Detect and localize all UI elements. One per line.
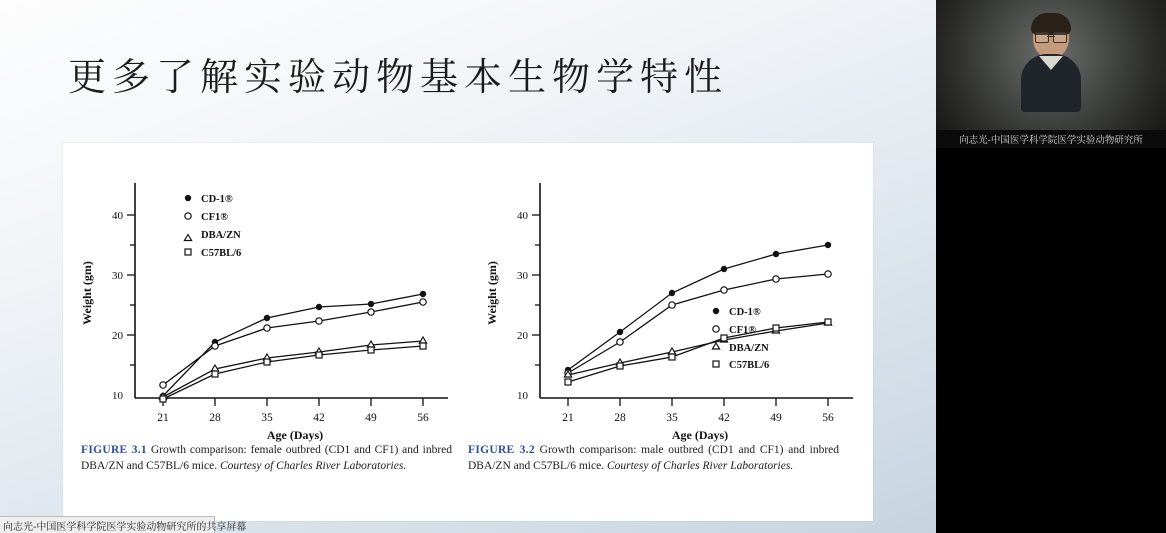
caption-text-3-2: Growth comparison: male outbred (CD1 and CF1) and inbred DBA/ZN and C57BL/6 mice. — [468, 444, 840, 472]
svg-text:30: 30 — [112, 270, 123, 282]
caption-credit-3-1: Courtesy of Charles River Laboratories. — [219, 459, 407, 472]
svg-text:C57BL/6: C57BL/6 — [201, 248, 242, 259]
svg-text:28: 28 — [614, 412, 626, 424]
svg-text:30: 30 — [517, 270, 528, 282]
caption-text-3-1: Growth comparison: female outbred (CD1 and CF1) and inbred DBA/ZN and C57BL/6 mice. — [81, 444, 453, 472]
svg-text:56: 56 — [822, 412, 834, 424]
glasses-lens-left — [1035, 32, 1049, 43]
svg-text:10: 10 — [112, 390, 123, 402]
svg-text:DBA/ZN: DBA/ZN — [729, 343, 769, 354]
participant-name-label: 向志光-中国医学科学院医学实验动物研究所 — [936, 130, 1166, 148]
svg-text:21: 21 — [157, 412, 169, 424]
person-figure — [1019, 16, 1083, 112]
svg-text:Age (Days): Age (Days) — [266, 428, 324, 442]
svg-text:28: 28 — [209, 412, 221, 424]
svg-text:42: 42 — [313, 412, 325, 424]
svg-text:CF1®: CF1® — [201, 212, 229, 223]
svg-text:35: 35 — [261, 412, 273, 424]
chart-figure-3-1 — [63, 143, 468, 443]
screen-share-status-bar — [0, 516, 247, 533]
svg-text:10: 10 — [517, 390, 528, 402]
video-panel-empty-area — [936, 148, 1166, 533]
svg-text:40: 40 — [517, 210, 528, 222]
svg-text:40: 40 — [112, 210, 123, 222]
svg-text:21: 21 — [562, 412, 574, 424]
caption-figure-3-2 — [468, 443, 855, 475]
svg-text:20: 20 — [112, 330, 123, 342]
captions-row — [63, 443, 873, 475]
svg-text:56: 56 — [417, 412, 429, 424]
chart-3-1-svg — [63, 143, 468, 443]
glasses-icon — [1035, 32, 1067, 41]
screen-share-status-label: 向志光-中国医学科学院医学实验动物研究所的共享屏幕 — [3, 521, 247, 533]
caption-number-3-1: FIGURE 3.1 — [81, 444, 147, 456]
svg-text:49: 49 — [365, 412, 377, 424]
chart-figure-3-2 — [468, 143, 873, 443]
caption-credit-3-2: Courtesy of Charles River Laboratories. — [606, 459, 794, 472]
svg-text:Age (Days): Age (Days) — [671, 428, 729, 442]
svg-text:DBA/ZN: DBA/ZN — [201, 230, 241, 241]
svg-text:C57BL/6: C57BL/6 — [729, 360, 770, 371]
svg-text:35: 35 — [666, 412, 678, 424]
glasses-lens-right — [1053, 32, 1067, 43]
svg-text:CF1®: CF1® — [729, 325, 757, 336]
svg-text:Weight (gm): Weight (gm) — [485, 261, 499, 325]
svg-text:20: 20 — [517, 330, 528, 342]
participant-video-tile[interactable] — [936, 0, 1166, 130]
svg-text:42: 42 — [718, 412, 730, 424]
caption-number-3-2: FIGURE 3.2 — [468, 444, 535, 456]
svg-text:Weight (gm): Weight (gm) — [80, 261, 94, 325]
figure-card — [63, 143, 873, 521]
svg-text:49: 49 — [770, 412, 782, 424]
slide-title: 更多了解实验动物基本生物学特性 — [68, 57, 729, 99]
charts-row — [63, 143, 873, 443]
video-panel — [936, 0, 1166, 533]
svg-text:CD-1®: CD-1® — [201, 194, 233, 205]
caption-figure-3-1 — [81, 443, 468, 475]
svg-text:CD-1®: CD-1® — [729, 307, 761, 318]
chart-3-2-svg — [468, 143, 873, 443]
video-feed — [936, 0, 1166, 130]
